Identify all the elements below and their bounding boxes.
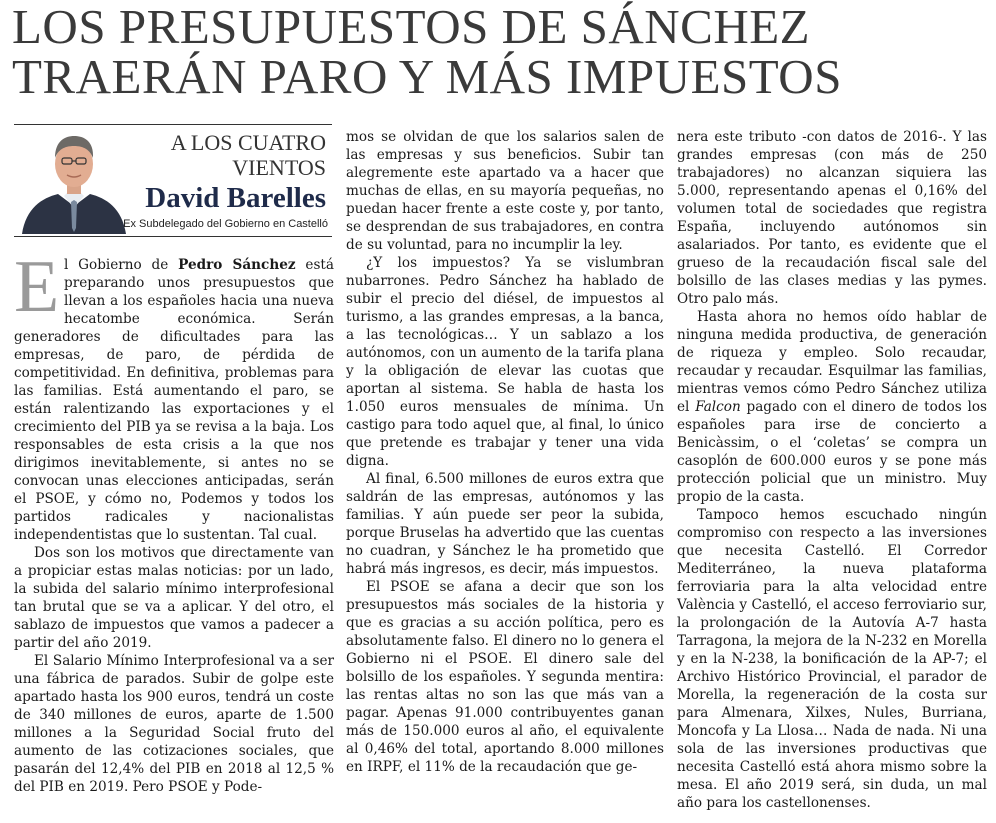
byline-bottom-rule <box>14 236 332 237</box>
article-paragraph: Dos son los motivos que directamente van a propiciar estas malas noticias: por un lado, la subida del salario mínimo interprofesional tan brutal que se va a aplicar. Y del otro, el sablazo de impuestos que vamos a padecer a partir del año 2019. <box>14 545 334 651</box>
headline-line-2: TRAERÁN PARO Y MÁS IMPUESTOS <box>12 49 842 104</box>
author-portrait-icon <box>18 128 130 234</box>
article-paragraph: El Salario Mínimo Interprofesional va a ser una fábrica de parados. Subir de golpe este apartado hasta los 900 euros, tendrá un coste de 340 millones de euros, aparte de 1.500 millones a la Seguridad Social fruto del aumento de las cotizaciones sociales, que pasarán del 12,4% del PIB en 2018 al 12,5 % del PIB en 2019. Pero PSOE y Pode- <box>14 653 334 795</box>
author-name: David Barelles <box>145 182 326 214</box>
section-title-line-2: VIENTOS <box>232 155 326 180</box>
article-paragraph: Tampoco hemos escuchado ningún compromiso con respecto a las inversiones que necesita Castelló. El Corredor Mediterráneo, la nueva plataforma ferroviaria para la alta velocidad entre València y Castelló, el acceso ferroviario sur, la prolongación de la Autovía A-7 hasta Tarragona, la mejora de la N-232 en Morella y en la N-238, la bonificación de la AP-7; el Archivo Histórico Provincial, el parador de Morella, la regeneración de la costa sur para Almenara, Xilxes, Nules, Burriana, Moncofa y La Llosa… Nada de nada. Ni una sola de las inversiones productivas que necesita Castelló está ahora mismo sobre la mesa. El año 2019 será, sin duda, un mal año para los castellonenses. <box>677 507 987 811</box>
article-column-2 <box>346 128 664 776</box>
bold-name: Pedro Sánchez <box>178 257 296 273</box>
drop-cap: E <box>14 246 60 328</box>
italic-term: Falcon <box>695 399 741 415</box>
article-paragraph: nera este tributo -con datos de 2016-. Y las grandes empresas (con más de 250 trabajadores) no alcanzan siquiera las 5.000, representando apenas el 0,16% del volumen total de sociedades que registra España, incluyendo autónomos sin asalariados. Por tanto, es evidente que el grueso de la recaudación fiscal sale del bolsillo de las clases medias y las pymes. Otro palo más. <box>677 129 987 307</box>
column-section-title <box>130 130 326 180</box>
headline <box>12 2 987 102</box>
article-paragraph: El Gobierno de Pedro Sánchez está preparando unos presupuestos que llevan a los españoles hacia una nueva hecatombe económica. Serán generadores de dificultades para las empresas, de paro, de pérdida de competitividad. En definitiva, problemas para las familias. Está aumentando el paro, se están ralentizando las exportaciones y el crecimiento del PIB ya se revisa a la baja. Los responsables de esta crisis a la que nos dirigimos inevitablemente, si antes no se convocan unas elecciones anticipadas, serán el PSOE, y cómo no, Podemos y todos los partidos radicales y nacionalistas independentistas que lo sustentan. Tal cual. <box>14 246 334 543</box>
article-column-1 <box>14 246 334 796</box>
article-paragraph: El PSOE se afana a decir que son los presupuestos más sociales de la historia y que es gracias a su acción política, pero es absolutamente falso. El dinero no lo genera el Gobierno ni el PSOE. El dinero sale del bolsillo de los españoles. Y segunda mentira: las rentas altas no son las que más van a pagar. Apenas 91.000 contribuyentes ganan más de 150.000 euros al año, el equivalente al 0,46% del total, aportando 8.000 millones en IRPF, el 11% de la recaudación que ge- <box>346 579 664 775</box>
article-paragraph: Hasta ahora no hemos oído hablar de ninguna medida productiva, de generación de riqueza y empleo. Solo recaudar, recaudar y recaudar. Esquilmar las familias, mientras vemos cómo Pedro Sánchez utiliza el Falcon pagado con el dinero de todos los españoles para irse de concierto a Benicàssim, o el ‘coletas’ se compra un casoplón de 600.000 euros y se pone más protección policial que un ministro. Muy propio de la casta. <box>677 309 987 505</box>
article-paragraph: mos se olvidan de que los salarios salen de las empresas y sus beneficios. Subir tan alegremente este apartado va a hacer que muchas de ellas, en su mayoría pequeñas, no puedan hacer frente a este coste y, por tanto, se desprendan de sus trabajadores, en contra de su voluntad, para no incumplir la ley. <box>346 129 664 253</box>
headline-line-1: LOS PRESUPUESTOS DE SÁNCHEZ <box>12 0 811 54</box>
article-paragraph: ¿Y los impuestos? Ya se vislumbran nubarrones. Pedro Sánchez ha hablado de subir el precio del diésel, de impuestos al turismo, a las grandes empresas, a la banca, a las tecnológicas… Y un sablazo a los autónomos, con un aumento de la tarifa plana y la obligación de elevar las cuotas que aportan al sistema. Se habla de hasta los 1.050 euros mensuales de mínima. Un castigo para todo aquel que, al final, lo único que pretende es trabajar y tener una vida digna. <box>346 255 664 469</box>
author-role: Ex Subdelegado del Gobierno en Castelló <box>123 218 328 230</box>
author-photo <box>18 128 130 234</box>
section-title-line-1: A LOS CUATRO <box>170 130 326 155</box>
article-paragraph: Al final, 6.500 millones de euros extra que saldrán de las empresas, autónomos y las familias. Y aún puede ser peor la subida, porque Bruselas ha advertido que las cuentas no cuadran, y Sánchez le ha prometido que habrá más ingresos, es decir, más impuestos. <box>346 471 664 577</box>
byline-top-rule <box>14 124 332 125</box>
article-column-3 <box>677 128 987 812</box>
